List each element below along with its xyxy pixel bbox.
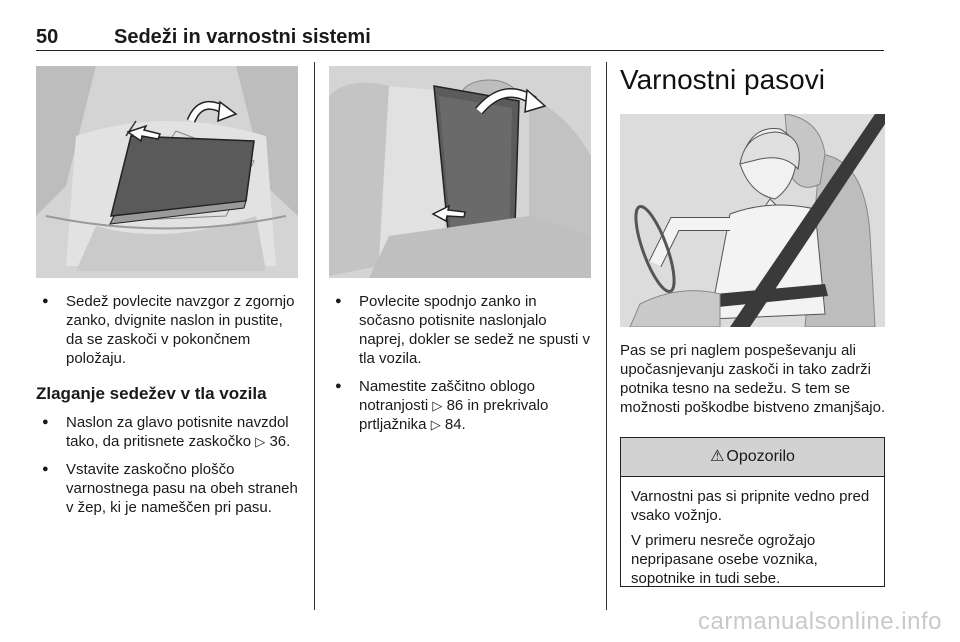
middle-column-text xyxy=(329,292,593,443)
ref-arrow-icon[interactable]: ▷ xyxy=(430,417,441,432)
watermark: carmanualsonline.info xyxy=(698,608,942,635)
page-ref-link[interactable]: 36. xyxy=(269,433,291,450)
column-divider-right xyxy=(606,62,607,610)
list-item xyxy=(36,413,300,451)
left-column-text xyxy=(36,292,300,526)
middle-bullets xyxy=(329,292,593,434)
ref-arrow-icon[interactable]: ▷ xyxy=(255,434,266,449)
list-item: ● Povlecite spodnjo zanko in sočasno potisnite naslonjalo naprej, dokler se sedež ne spusti v tla vozila. xyxy=(329,292,593,368)
list-item-text: Namestite zaščitno oblogo notranjosti xyxy=(359,378,535,414)
seatbelt-illustration xyxy=(620,114,885,327)
page-ref-link[interactable]: 86 xyxy=(446,397,464,414)
figure-seatbelt xyxy=(620,114,885,327)
seat-lower-illustration xyxy=(329,66,591,278)
ref-arrow-icon[interactable]: ▷ xyxy=(432,398,443,413)
figure-seat-lower xyxy=(329,66,591,278)
warning-header xyxy=(621,438,884,477)
list-item-text: Naslon za glavo potisnite navzdol tako, da pritisnete zaskočko xyxy=(66,414,289,450)
figure-seat-raise xyxy=(36,66,298,278)
warning-box xyxy=(620,437,885,587)
warning-text: V primeru nesreče ogrožajo nepripasane osebe voznika, sopotnike in tudi sebe. xyxy=(631,532,818,587)
left-bullets-bottom xyxy=(36,413,300,517)
warning-icon: ⚠ xyxy=(710,448,725,465)
warning-body xyxy=(621,477,884,588)
page-number: 50 xyxy=(36,26,59,48)
list-item: ● Sedež povlecite navzgor z zgornjo zanko, dvignite naslon in pustite, da se zaskoči v pokončnem položaju. xyxy=(36,292,300,368)
list-item xyxy=(329,377,593,434)
list-item-text: in prekrivalo prtljažnika xyxy=(359,397,549,433)
column-divider-left xyxy=(314,62,315,610)
subheading-folding-seats: Zlaganje sedežev v tla vozila xyxy=(36,384,267,403)
seatbelt-paragraph: Pas se pri naglem pospeševanju ali upočasnjevanju zaskoči in tako zadrži potnika tesno na sedežu. S tem se možnosti poškodbe bistveno zmanjšajo. xyxy=(620,342,886,416)
list-item: ● Vstavite zaskočno ploščo varnostnega pasu na obeh straneh v žep, ki je nameščen pri pasu. xyxy=(36,460,300,517)
page-header xyxy=(36,22,884,51)
section-title: Varnostni pasovi xyxy=(620,64,825,95)
page-ref-link[interactable]: 84. xyxy=(444,416,466,433)
seat-raise-illustration xyxy=(36,66,298,278)
running-title: Sedeži in varnostni sistemi xyxy=(114,26,371,48)
left-bullets-top xyxy=(36,292,300,368)
warning-text: Varnostni pas si pripnite vedno pred vsako vožnjo. xyxy=(631,488,870,524)
warning-title: Opozorilo xyxy=(726,448,795,465)
